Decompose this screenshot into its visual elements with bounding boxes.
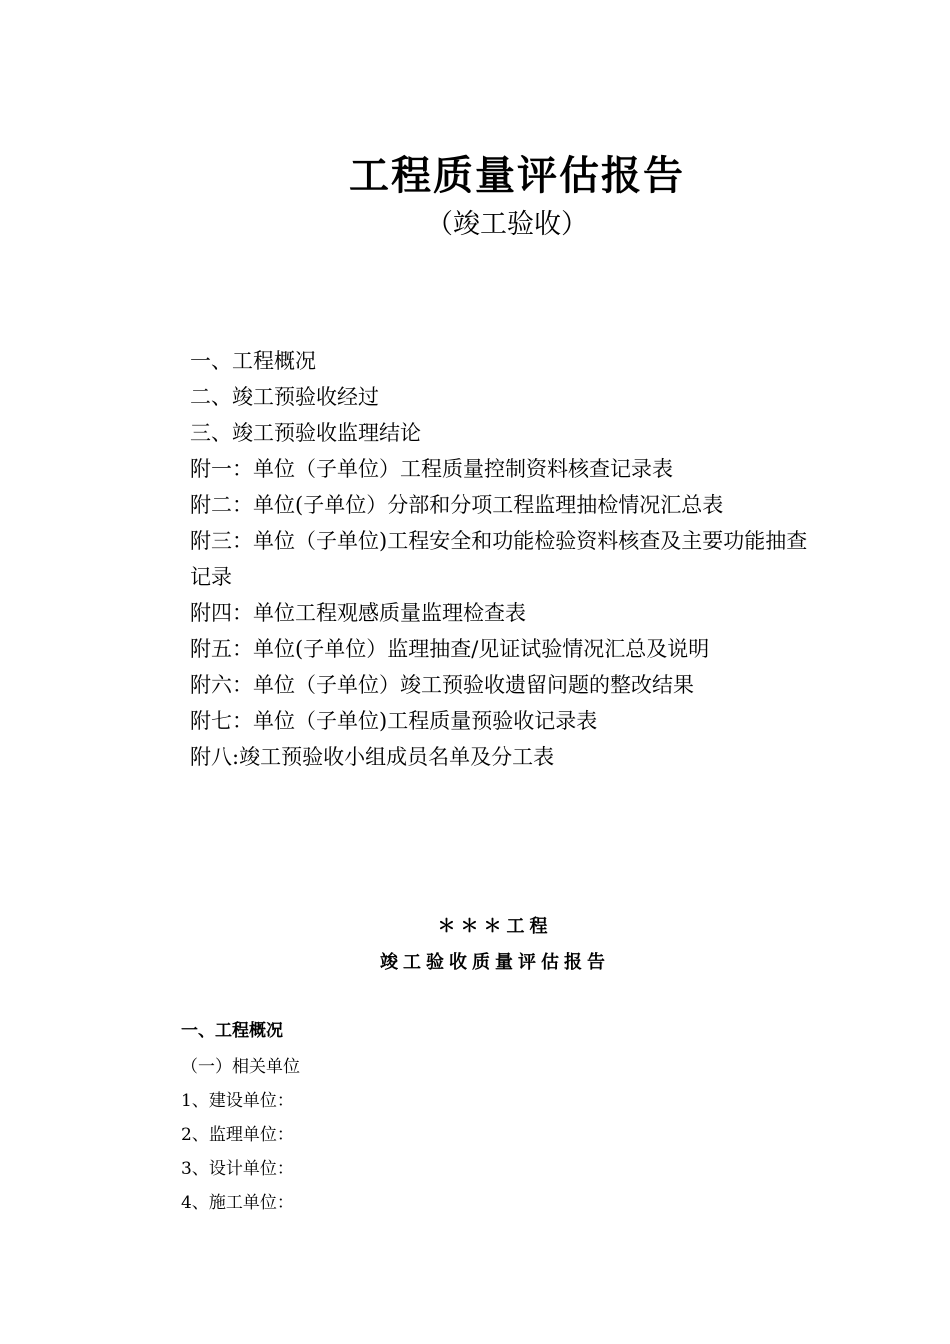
section-heading-overview: 一、工程概况	[181, 1021, 283, 1041]
unit-line-contractor: 4、施工单位：	[181, 1193, 294, 1213]
toc-item-appendix-1: 附一：单位（子单位）工程质量控制资料核查记录表	[190, 457, 673, 481]
unit-line-design: 3、设计单位：	[181, 1159, 294, 1179]
page-subtitle: （竣工验收）	[426, 209, 588, 240]
project-name: ＊＊＊工程	[437, 916, 553, 937]
toc-item-appendix-6: 附六：单位（子单位）竣工预验收遗留问题的整改结果	[190, 673, 694, 697]
unit-line-supervision: 2、监理单位：	[181, 1125, 294, 1145]
table-of-contents	[190, 343, 810, 775]
toc-item-appendix-3: 附三：单位（子单位)工程安全和功能检验资料核查及主要功能抽查记录	[190, 529, 808, 589]
report-title: 竣工验收质量评估报告	[380, 952, 610, 973]
toc-item-1: 一、工程概况	[190, 349, 316, 373]
toc-item-3: 三、竣工预验收监理结论	[190, 421, 421, 445]
toc-item-2: 二、竣工预验收经过	[190, 385, 379, 409]
toc-item-appendix-2: 附二：单位(子单位）分部和分项工程监理抽检情况汇总表	[190, 493, 724, 517]
toc-item-appendix-5: 附五：单位(子单位）监理抽查/见证试验情况汇总及说明	[190, 637, 710, 661]
subsection-heading: （一）相关单位	[181, 1057, 300, 1077]
related-units-block	[181, 1050, 781, 1220]
unit-line-construction-owner: 1、建设单位：	[181, 1091, 294, 1111]
page-title: 工程质量评估报告	[349, 153, 685, 199]
toc-item-appendix-8: 附八:竣工预验收小组成员名单及分工表	[190, 745, 555, 769]
toc-item-appendix-4: 附四：单位工程观感质量监理检查表	[190, 601, 526, 625]
toc-item-appendix-7: 附七：单位（子单位)工程质量预验收记录表	[190, 709, 598, 733]
